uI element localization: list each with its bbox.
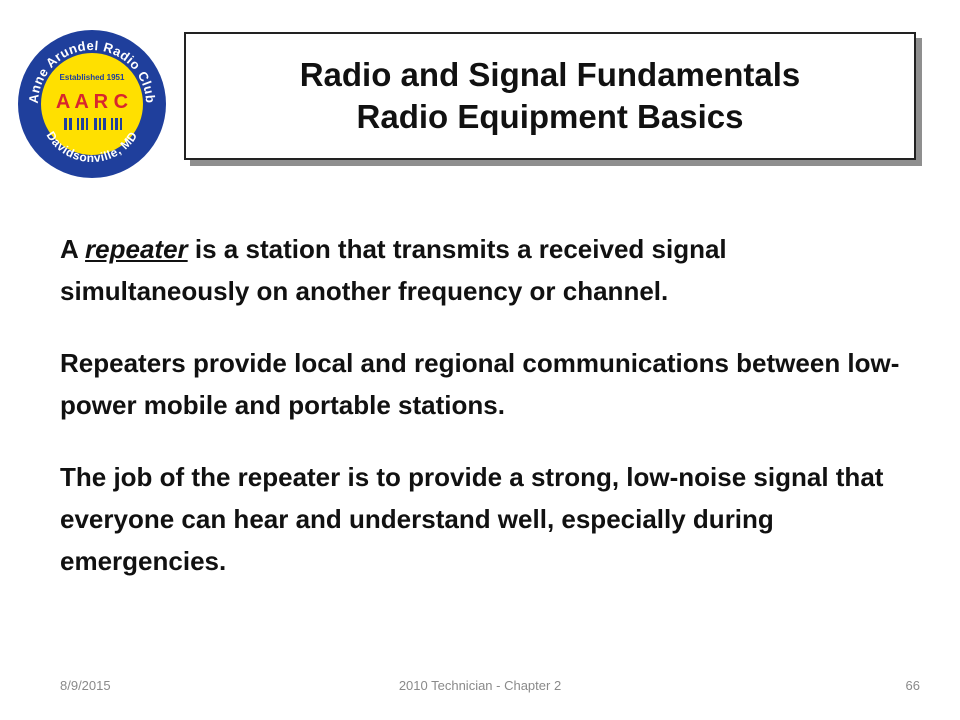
footer-page-number: 66 bbox=[905, 678, 920, 693]
slide-body bbox=[60, 228, 920, 612]
logo-bottom-text: Davidsonville, MD bbox=[43, 128, 141, 166]
definition-prefix: A bbox=[60, 234, 86, 264]
title-box bbox=[184, 32, 916, 160]
logo-top-text: Anne Arundel Radio Club bbox=[25, 37, 159, 104]
paragraph-repeater-job: The job of the repeater is to provide a strong, low-noise signal that everyone can hear and understand well, especially during emergencies. bbox=[60, 462, 884, 576]
definition-text: is a station that transmits a received signal simultaneously on another frequency or channel. bbox=[60, 234, 727, 306]
logo-acronym: A A R C bbox=[55, 91, 129, 113]
logo-established: Established 1951 bbox=[59, 73, 125, 82]
footer-title: 2010 Technician - Chapter 2 bbox=[398, 678, 562, 693]
paragraph-repeater-purpose: Repeaters provide local and regional communications between low-power mobile and portable stations. bbox=[60, 348, 900, 420]
title-subtitle: Radio Equipment Basics bbox=[356, 98, 744, 135]
aarc-logo bbox=[16, 28, 168, 180]
term-repeater: repeater bbox=[85, 234, 188, 264]
paragraph-repeater-definition bbox=[60, 228, 920, 312]
footer-date: 8/9/2015 bbox=[60, 678, 111, 693]
title-main: Radio and Signal Fundamentals bbox=[299, 56, 801, 93]
